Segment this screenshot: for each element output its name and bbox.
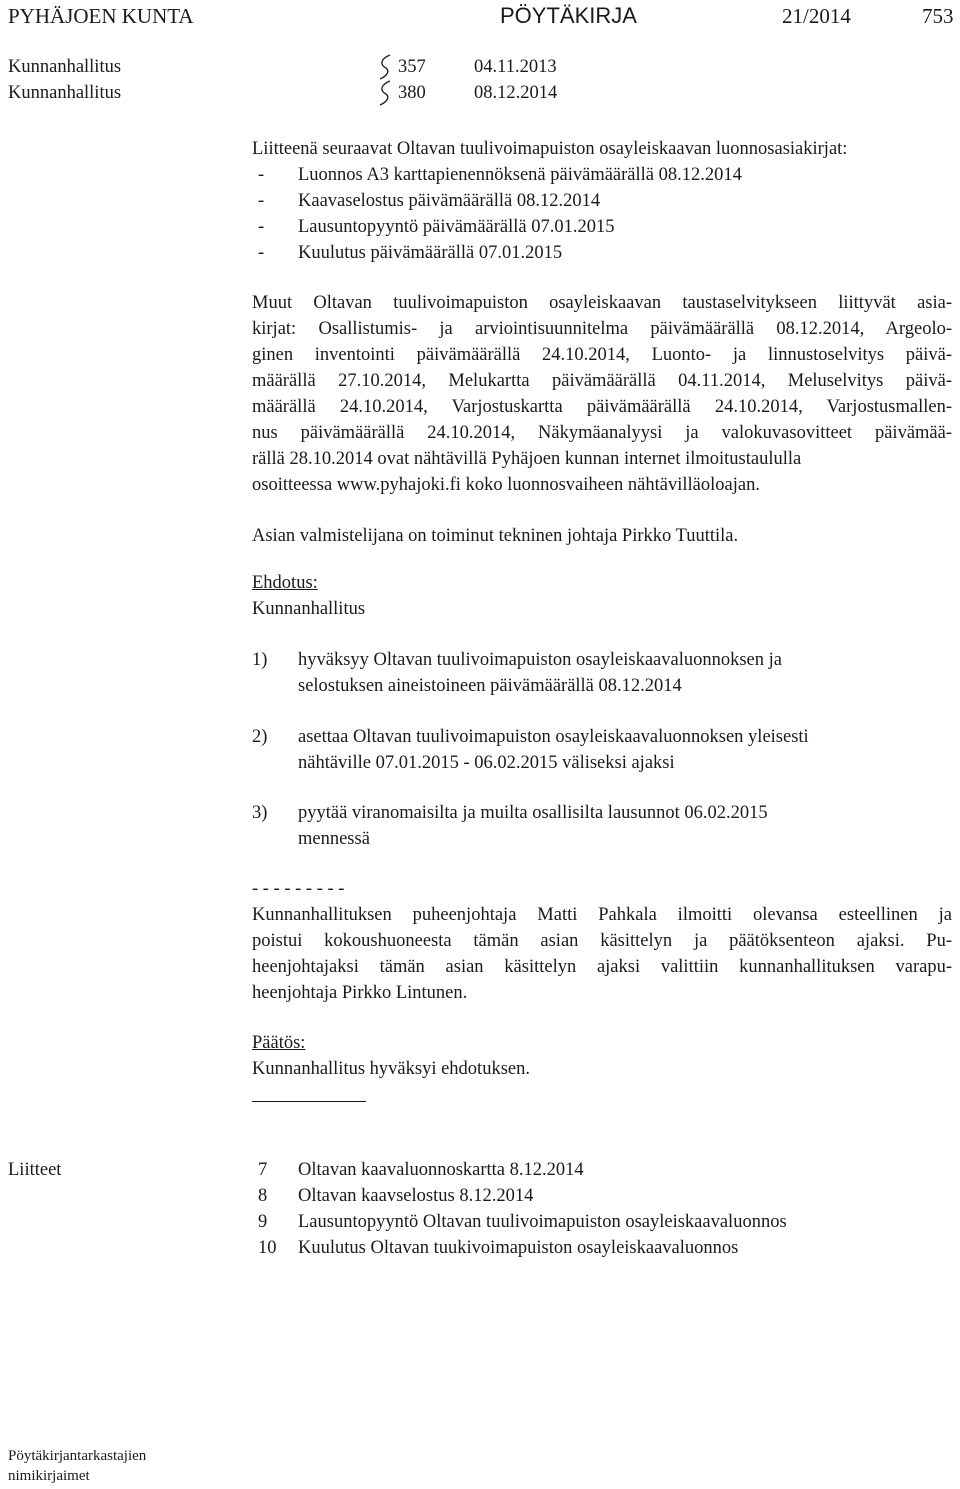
reference-date: 04.11.2013 bbox=[474, 57, 557, 77]
appendix-title: Oltavan kaavselostus 8.12.2014 bbox=[298, 1186, 534, 1206]
reference-body: Kunnanhallitus bbox=[8, 57, 122, 77]
item-line: hyväksyy Oltavan tuulivoimapuiston osayleiskaavaluonnoksen ja bbox=[298, 650, 782, 670]
paragraph-line: kirjat: Osallistumis- ja arviointisuunnitelma päivämäärällä 08.12.2014, Argeolo- bbox=[252, 319, 952, 339]
decision-body: Kunnanhallitus hyväksyi ehdotuksen. bbox=[252, 1059, 530, 1079]
appendix-number: 7 bbox=[258, 1160, 268, 1180]
paragraph-line: määrällä 24.10.2014, Varjostuskartta päivämäärällä 24.10.2014, Varjostusmallen- bbox=[252, 397, 952, 417]
appendix-number: 10 bbox=[258, 1238, 277, 1258]
paragraph-line: heenjohtaja Pirkko Lintunen. bbox=[252, 983, 468, 1003]
item-number: 2) bbox=[252, 727, 268, 747]
item-line: mennessä bbox=[298, 829, 370, 849]
document-type: PÖYTÄKIRJA bbox=[500, 3, 637, 28]
item-number: 1) bbox=[252, 650, 268, 670]
document-number: 21/2014 bbox=[782, 4, 851, 28]
section-mark-icon bbox=[378, 80, 392, 106]
appendix-title: Lausuntopyyntö Oltavan tuulivoimapuiston osayleiskaavaluonnos bbox=[298, 1212, 787, 1232]
proposal-item bbox=[252, 800, 952, 852]
appendix-number: 8 bbox=[258, 1186, 268, 1206]
municipality-name: PYHÄJOEN KUNTA bbox=[8, 4, 194, 28]
paragraph-line: poistui kokoushuoneesta tämän asian käsittelyn ja päätöksenteon ajaksi. Pu- bbox=[252, 931, 952, 951]
list-item bbox=[258, 1157, 584, 1183]
footer-line: nimikirjaimet bbox=[8, 1468, 90, 1484]
paragraph-line: nus päivämäärällä 24.10.2014, Näkymäanalyysi ja valokuvasovitteet päivämää- bbox=[252, 423, 952, 443]
paragraph-line: ginen inventointi päivämäärällä 24.10.2014, Luonto- ja linnustoselvitys päivä- bbox=[252, 345, 952, 365]
decision-heading: Päätös: bbox=[252, 1033, 306, 1053]
preparer-note: Asian valmistelijana on toiminut tekninen johtaja Pirkko Tuuttila. bbox=[252, 526, 739, 546]
page-number: 753 bbox=[922, 4, 954, 28]
divider bbox=[252, 1101, 366, 1102]
reference-body: Kunnanhallitus bbox=[8, 83, 122, 103]
paragraph-line: Muut Oltavan tuulivoimapuiston osayleiskaavan taustaselvitykseen liittyvät asia- bbox=[252, 293, 952, 313]
other-documents-paragraph bbox=[252, 290, 952, 498]
proposal-body: Kunnanhallitus bbox=[252, 599, 366, 619]
list-item: - Kuulutus päivämäärällä 07.01.2015 bbox=[258, 243, 563, 263]
footer-line: Pöytäkirjantarkastajien bbox=[8, 1448, 147, 1464]
reference-date: 08.12.2014 bbox=[474, 83, 558, 103]
item-line: pyytää viranomaisilta ja muilta osallisilta lausunnot 06.02.2015 bbox=[298, 803, 768, 823]
list-item: - Luonnos A3 karttapienennöksenä päivämäärällä 08.12.2014 bbox=[258, 165, 742, 185]
paragraph-line: Kunnanhallituksen puheenjohtaja Matti Pahkala ilmoitti olevansa esteellinen ja bbox=[252, 905, 952, 925]
appendix-number: 9 bbox=[258, 1212, 268, 1232]
reference-section: 357 bbox=[398, 57, 426, 77]
item-number: 3) bbox=[252, 803, 268, 823]
paragraph-line: heenjohtajaksi tämän asian käsittelyn ajaksi valittiin kunnanhallituksen varapu- bbox=[252, 957, 952, 977]
chair-note bbox=[252, 902, 952, 1006]
section-mark-icon bbox=[378, 54, 392, 80]
item-line: selostuksen aineistoineen päivämäärällä 08.12.2014 bbox=[298, 676, 682, 696]
list-item bbox=[258, 1235, 738, 1261]
proposal-heading: Ehdotus: bbox=[252, 573, 318, 593]
reference-section: 380 bbox=[398, 83, 426, 103]
separator: - - - - - - - - - bbox=[252, 879, 345, 899]
list-item bbox=[258, 1209, 787, 1235]
proposal-section bbox=[252, 570, 952, 622]
appendix-title: Oltavan kaavaluonnoskartta 8.12.2014 bbox=[298, 1160, 584, 1180]
paragraph-line: rällä 28.10.2014 ovat nähtävillä Pyhäjoen kunnan internet ilmoitustaululla bbox=[252, 449, 802, 469]
attachments-section bbox=[252, 136, 952, 266]
decision-section bbox=[252, 1030, 952, 1082]
appendix-title: Kuulutus Oltavan tuukivoimapuiston osayleiskaavaluonnos bbox=[298, 1238, 739, 1258]
item-line: asettaa Oltavan tuulivoimapuiston osayleiskaavaluonnoksen yleisesti bbox=[298, 727, 809, 747]
appendices-label: Liitteet bbox=[8, 1160, 62, 1180]
proposal-item bbox=[252, 647, 952, 699]
paragraph-line: määrällä 27.10.2014, Melukartta päivämäärällä 04.11.2014, Meluselvitys päivä- bbox=[252, 371, 952, 391]
attachments-intro: Liitteenä seuraavat Oltavan tuulivoimapuiston osayleiskaavan luonnosasiakirjat: bbox=[252, 139, 848, 159]
list-item: - Lausuntopyyntö päivämäärällä 07.01.2015 bbox=[258, 217, 615, 237]
paragraph-line: osoitteessa www.pyhajoki.fi koko luonnosvaiheen nähtävilläoloajan. bbox=[252, 475, 760, 495]
list-item: - Kaavaselostus päivämäärällä 08.12.2014 bbox=[258, 191, 601, 211]
proposal-item bbox=[252, 724, 952, 776]
list-item bbox=[258, 1183, 533, 1209]
item-line: nähtäville 07.01.2015 - 06.02.2015 väliseksi ajaksi bbox=[298, 753, 675, 773]
